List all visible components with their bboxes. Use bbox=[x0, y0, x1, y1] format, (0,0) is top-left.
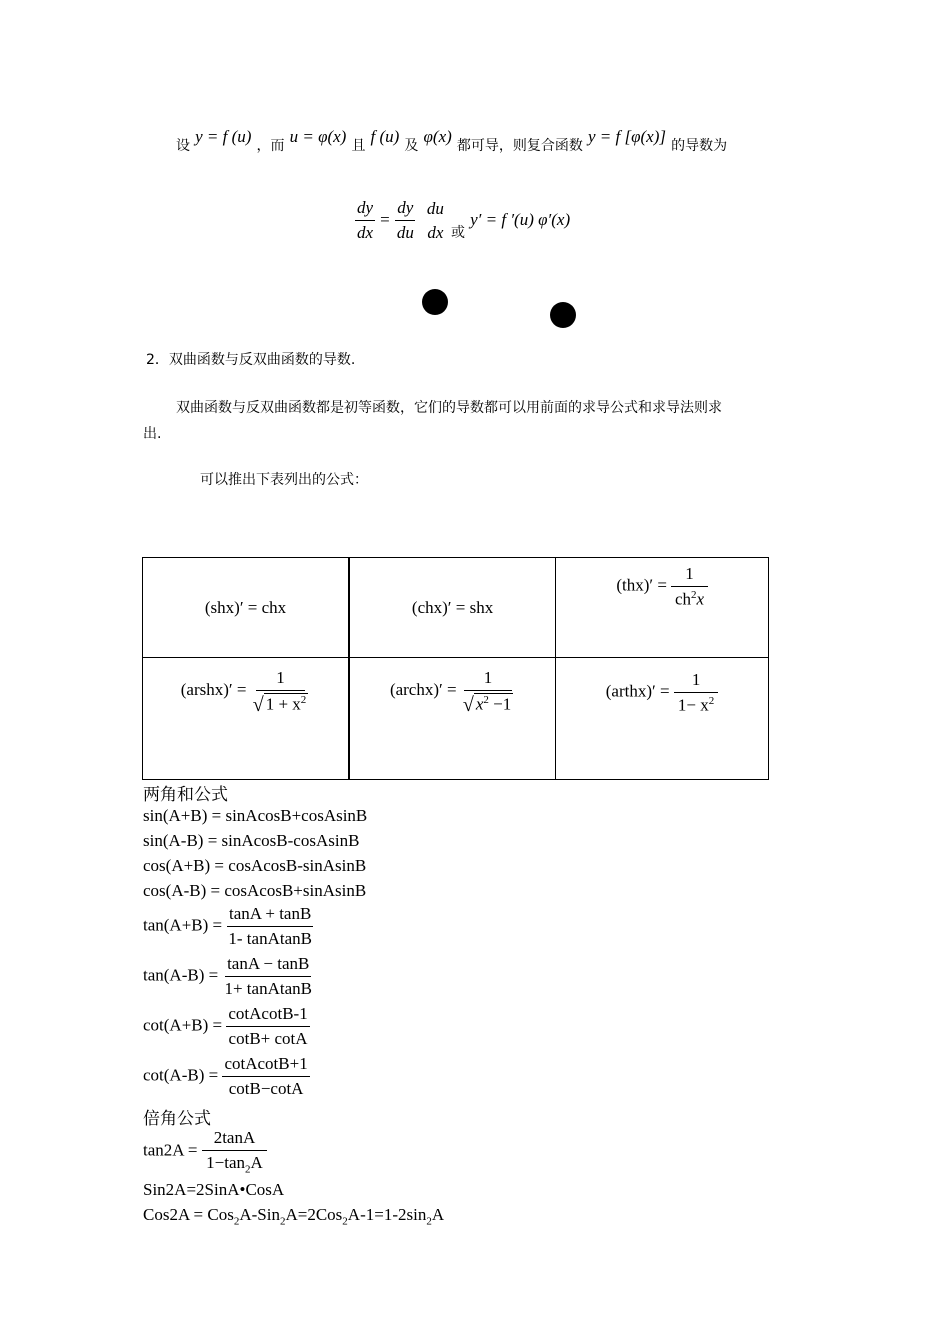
derivative-table bbox=[142, 557, 769, 780]
frac-arth: $\frac{1}{1- x^2}$ bbox=[674, 670, 719, 716]
frac-arsh: 1 √ $1 + x^2$ bbox=[251, 668, 311, 715]
formula-sin2: Sin2A=2SinA•CosA bbox=[143, 1180, 285, 1199]
black-dot-2 bbox=[550, 302, 576, 328]
cell-arth bbox=[556, 658, 769, 780]
intro-she: 设 bbox=[176, 138, 190, 154]
intro-dou: 都可导，则复合函数 bbox=[456, 138, 583, 154]
double-formulas-heading: 倍角公式 bbox=[143, 1109, 211, 1129]
formula-arth-lhs: (arthx)′ = bbox=[605, 681, 670, 701]
formula-tan-minus: tan(A-B) = $\frac{\tan A - \tan B}{\text{1+ tanAtanB}}$ bbox=[143, 954, 312, 998]
formula-tan2: tan2A = $\frac{2\tan A}{1-\tan_2A}$ bbox=[143, 1128, 267, 1175]
frac-cot-plus: $\frac{\text{cotAcotB-1}}{\cot B+ \cot A}$ bbox=[228, 1004, 308, 1048]
formula-cot-plus: cot(A+B) = $\frac{\text{cotAcotB-1}}{\cot B+ \cot A}$ bbox=[143, 1004, 308, 1048]
formula-cos2: $Cos2A = Cos_2A-Sin_2A=2Cos_2A-1=1-2\sin_2A$ bbox=[143, 1205, 445, 1228]
formula-arch-lhs: (archx)′ = bbox=[389, 680, 457, 700]
intro-ji: 及 bbox=[404, 138, 419, 154]
th-den: $ch^2x$ bbox=[674, 589, 705, 609]
tan2-den: $1-\tan_2A$ bbox=[206, 1153, 263, 1176]
formula-sin-plus: sin(A+B) = sinAcosB+cosAsinB bbox=[143, 806, 368, 825]
sqrt-arsh: √ $1 + x^2$ bbox=[252, 693, 307, 716]
frac-tan2: $\frac{2\tan A}{1-\tan_2A}$ bbox=[202, 1128, 268, 1175]
section-2-title: 2．双曲函数与反双曲函数的导数. bbox=[146, 352, 356, 368]
chain-rule bbox=[355, 198, 570, 243]
cell-arsh bbox=[143, 658, 350, 780]
formula-sh: (shx)′ = chx bbox=[204, 597, 287, 617]
intro-qie: 且 bbox=[351, 138, 366, 154]
intro-line bbox=[176, 127, 727, 157]
frac-du-dx: du dx bbox=[426, 198, 444, 242]
chain-alt: y′ = f ′(u) φ′(x) bbox=[470, 210, 571, 229]
section-2-para-line2: 出. bbox=[143, 426, 162, 442]
frac-th: $\frac{1}{ch^2x}$ bbox=[671, 564, 708, 610]
cell-arch bbox=[349, 658, 556, 780]
sum-formulas-heading: 两角和公式 bbox=[143, 785, 228, 805]
formula-tan-plus: tan(A+B) = $\frac{\tan A + \tan B}{\text{1- tanAtanB}}$ bbox=[143, 904, 312, 948]
cell-ch bbox=[349, 558, 556, 658]
cell-th bbox=[556, 558, 769, 658]
chain-huo: 或 bbox=[451, 225, 466, 241]
arth-den: $1- x^2$ bbox=[677, 695, 715, 715]
black-dot-1 bbox=[422, 289, 448, 315]
intro-eq1: y = f (u) bbox=[195, 127, 252, 146]
intro-tail: 的导数为 bbox=[671, 138, 728, 154]
frac-tan-plus: $\frac{\tan A + \tan B}{\text{1- tanAtanB}}$ bbox=[228, 904, 312, 948]
intro-eq4: φ(x) bbox=[423, 127, 452, 146]
formula-cos-minus: cos(A-B) = cosAcosB+sinAsinB bbox=[143, 881, 367, 900]
frac-dy-dx: $\frac{dy}{dx}$ bbox=[357, 198, 374, 242]
intro-er: ，而 bbox=[256, 138, 285, 154]
intro-eq2: u = φ(x) bbox=[289, 127, 347, 146]
chain-eq: = bbox=[380, 210, 390, 229]
sqrt-arch: √ $x^2 -1$ bbox=[462, 693, 512, 716]
formula-th-lhs: (thx)′ = bbox=[616, 575, 667, 595]
intro-eq3: f (u) bbox=[370, 127, 400, 146]
formula-sin-minus: sin(A-B) = sinAcosB-cosAsinB bbox=[143, 831, 360, 850]
formula-cot-minus: cot(A-B) = $\frac{\text{cotAcotB+1}}{\cot B-\cot A}$ bbox=[143, 1054, 308, 1098]
frac-dy-du: $\frac{dy}{du}$ bbox=[396, 198, 414, 242]
table-intro: 可以推出下表列出的公式： bbox=[200, 472, 368, 488]
formula-ch: (chx)′ = shx bbox=[411, 597, 494, 617]
formula-arsh-lhs: (arshx)′ = bbox=[180, 680, 247, 700]
frac-arch: 1 √ $x^2 -1$ bbox=[461, 668, 515, 715]
intro-eq5: y = f [φ(x)] bbox=[587, 127, 666, 146]
formula-cos-plus: cos(A+B) = cosAcosB-sinAsinB bbox=[143, 856, 367, 875]
frac-tan-minus: $\frac{\tan A - \tan B}{\text{1+ tanAtanB}}$ bbox=[224, 954, 312, 998]
section-2-para-line1: 双曲函数与反双曲函数都是初等函数，它们的导数都可以用前面的求导公式和求导法则求 bbox=[176, 400, 722, 416]
frac-cot-minus: $\frac{\text{cotAcotB+1}}{\cot B-\cot A}$ bbox=[224, 1054, 308, 1098]
cell-sh bbox=[143, 558, 350, 658]
